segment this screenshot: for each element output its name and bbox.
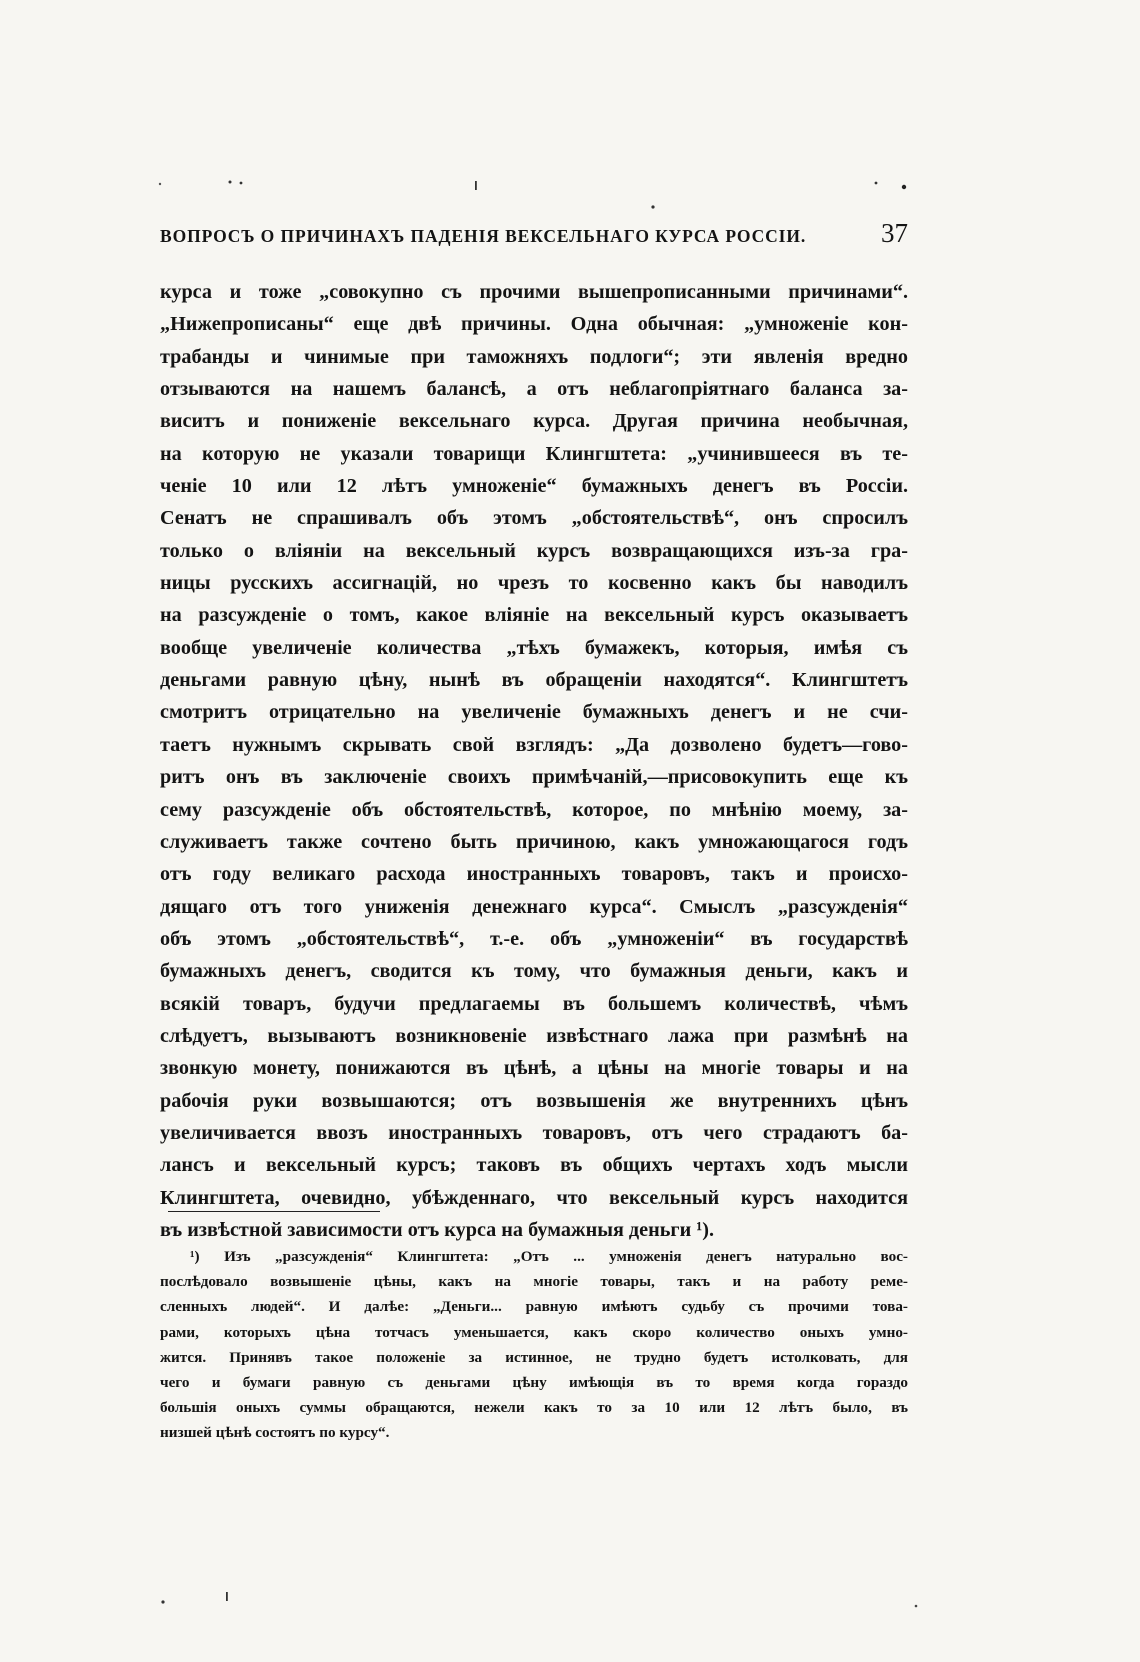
text-line: Клингштета, очевидно, убѣжденнаго, что вексельный курсъ находится <box>160 1186 908 1209</box>
scan-speck <box>240 182 243 185</box>
text-line: служиваетъ также сочтено быть причиною, какъ умножающагося годъ <box>160 830 908 853</box>
text-line: деньгами равную цѣну, нынѣ въ обращеніи находятся“. Клингштетъ <box>160 669 908 692</box>
text-line: объ этомъ „обстоятельствѣ“, т.-е. объ „умноженіи“ въ государствѣ <box>160 927 908 950</box>
text-line: лансъ и вексельный курсъ; таковъ въ общихъ чертахъ ходъ мысли <box>160 1154 908 1177</box>
footnote <box>160 1244 908 1446</box>
scan-speck <box>161 1600 164 1603</box>
text-line: всякій товаръ, будучи предлагаемы въ большемъ количествѣ, чѣмъ <box>160 992 908 1015</box>
footnote-line: жится. Принявъ такое положеніе за истинное, не трудно будетъ истолковать, для <box>160 1348 908 1366</box>
text-line: отъ году великаго расхода иностранныхъ товаровъ, такъ и происхо- <box>160 863 908 886</box>
text-line: курса и тоже „совокупно съ прочими вышепрописанными причинами“. <box>160 281 908 303</box>
text-line: Сенатъ не спрашивалъ объ этомъ „обстоятельствѣ“, онъ спросилъ <box>160 507 908 530</box>
scan-speck <box>915 1605 918 1608</box>
text-line: слѣдуетъ, вызываютъ возникновеніе извѣстнаго лажа при размѣнѣ на <box>160 1024 908 1047</box>
text-line: виситъ и пониженіе вексельнаго курса. Другая причина необычная, <box>160 410 908 433</box>
text-line: сему разсужденіе объ обстоятельствѣ, которое, по мнѣнію моему, за- <box>160 798 908 821</box>
text-line: вообще увеличеніе количества „тѣхъ бумажекъ, которыя, имѣя съ <box>160 636 908 659</box>
text-line: увеличивается ввозъ иностранныхъ товаровъ, отъ чего страдаютъ ба- <box>160 1121 908 1144</box>
text-line: бумажныхъ денегъ, сводится къ тому, что бумажныя деньги, какъ и <box>160 960 908 983</box>
text-line: отзываются на нашемъ балансѣ, а отъ неблагопріятнаго баланса за- <box>160 378 908 401</box>
text-line: ритъ онъ въ заключеніе своихъ примѣчаній,—присовокупить еще къ <box>160 766 908 789</box>
text-line: „Нижепрописаны“ еще двѣ причины. Одна обычная: „умноженіе кон- <box>160 313 908 336</box>
footnote-line: послѣдовало возвышеніе цѣны, какъ на многіе товары, такъ и на работу реме- <box>160 1273 908 1291</box>
footnote-line: ¹) Изъ „разсужденія“ Клингштета: „Отъ ... умноженія денегъ натурально вос- <box>190 1248 908 1265</box>
text-line: на разсужденіе о томъ, какое вліяніе на вексельный курсъ оказываетъ <box>160 604 908 627</box>
body-text <box>160 276 908 1246</box>
text-line: ницы русскихъ ассигнацій, но чрезъ то косвенно какъ бы наводилъ <box>160 572 908 595</box>
footnote-line: рами, которыхъ цѣна тотчасъ уменьшается, какъ скоро количество оныхъ умно- <box>160 1323 908 1341</box>
footnote-line: большія оныхъ суммы обращаются, нежели какъ то за 10 или 12 лѣтъ было, въ <box>160 1399 908 1417</box>
running-header-title: ВОПРОСЪ О ПРИЧИНАХЪ ПАДЕНІЯ ВЕКСЕЛЬНАГО КУРСА РОССІИ. <box>160 226 807 246</box>
scan-speck <box>229 181 232 184</box>
scan-speck <box>159 183 161 185</box>
text-line: трабанды и чинимые при таможняхъ подлоги“; эти явленія вредно <box>160 345 908 368</box>
text-line: рабочія руки возвышаются; отъ возвышенія же внутреннихъ цѣнъ <box>160 1089 908 1112</box>
footnote-divider <box>168 1211 380 1212</box>
page-number: 37 <box>881 218 908 248</box>
text-line: таетъ нужнымъ скрывать свой взглядъ: „Да дозволено будетъ—гово- <box>160 733 908 756</box>
text-line: дящаго отъ того униженія денежнаго курса“. Смыслъ „разсужденія“ <box>160 895 908 918</box>
text-line: на которую не указали товарищи Клингштета: „учинившееся въ те- <box>160 442 908 465</box>
text-line: смотритъ отрицательно на увеличеніе бумажныхъ денегъ и не счи- <box>160 701 908 724</box>
scan-speck <box>651 205 654 208</box>
scan-speck <box>475 181 477 190</box>
running-header <box>160 218 908 252</box>
footnote-line: низшей цѣнѣ состоятъ по курсу“. <box>160 1424 390 1442</box>
scan-speck <box>875 182 878 185</box>
footnote-line: чего и бумаги равную съ деньгами цѣну имѣющія въ то время когда гораздо <box>160 1373 908 1391</box>
text-line: только о вліяніи на вексельный курсъ возвращающихся изъ-за гра- <box>160 539 908 562</box>
footnote-line: сленныхъ людей“. И далѣе: „Деньги... равную имѣютъ судьбу съ прочими това- <box>160 1298 908 1316</box>
scan-speck <box>226 1592 228 1601</box>
text-line: въ извѣстной зависимости отъ курса на бумажныя деньги ¹). <box>160 1218 715 1241</box>
text-line: ченіе 10 или 12 лѣтъ умноженіе“ бумажныхъ денегъ въ Россіи. <box>160 475 908 498</box>
text-line: звонкую монету, понижаются въ цѣнѣ, а цѣны на многіе товары и на <box>160 1057 908 1080</box>
scan-speck <box>902 185 906 189</box>
